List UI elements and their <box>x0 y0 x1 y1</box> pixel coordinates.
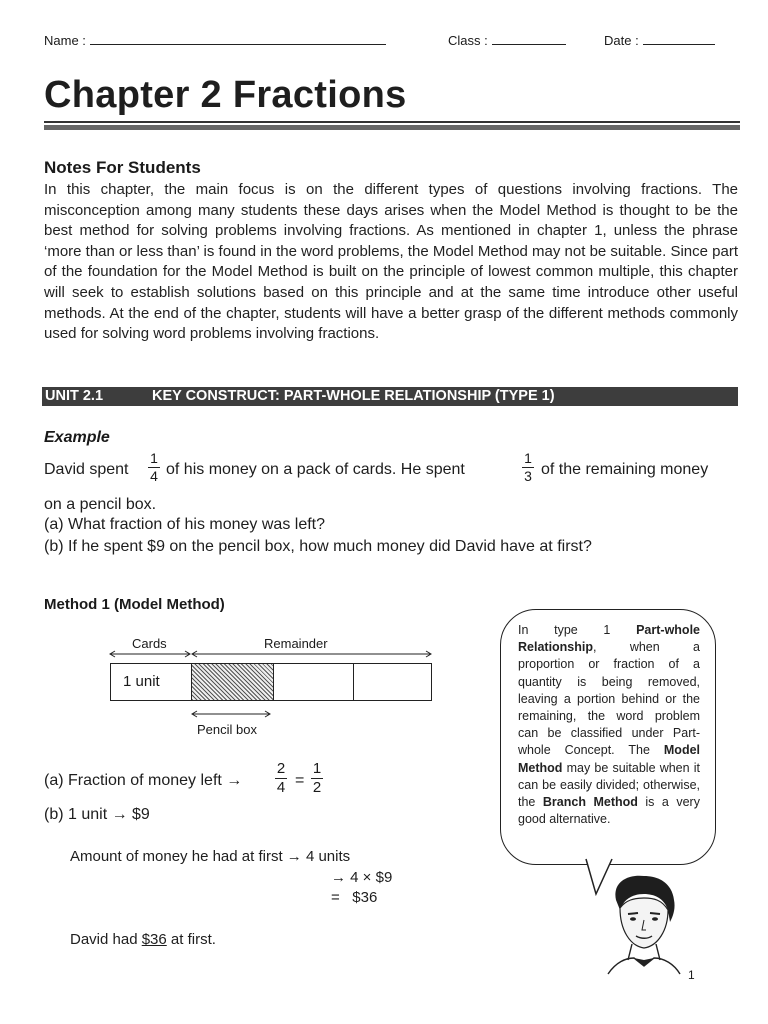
equals-sign: = <box>295 772 305 789</box>
unit-number: UNIT 2.1 <box>45 388 104 404</box>
pencil-box-label: Pencil box <box>197 722 257 737</box>
bubble-bold-3: Branch Method <box>542 795 638 810</box>
title-rule-thin <box>44 121 740 123</box>
fraction-one-third <box>522 451 534 484</box>
fraction-numerator: 1 <box>150 450 158 466</box>
notes-heading: Notes For Students <box>44 158 201 177</box>
date-label: Date : <box>604 33 639 48</box>
example-text-1b: of his money on a pack of cards. He spent <box>166 461 465 478</box>
answer-a-text: (a) Fraction of money left → <box>44 772 243 789</box>
fraction-denominator: 2 <box>312 779 322 796</box>
name-field <box>44 33 386 48</box>
student-illustration <box>598 870 688 980</box>
fraction-numerator: 2 <box>276 760 286 777</box>
answer-b-text: (b) 1 unit → $9 <box>44 806 150 823</box>
fraction-denominator: 4 <box>276 779 286 796</box>
remainder-label: Remainder <box>264 636 328 651</box>
model-bar <box>110 663 432 701</box>
unit-banner <box>42 387 738 406</box>
example-text-1c: of the remaining money <box>541 461 709 478</box>
name-blank <box>90 34 386 45</box>
class-label: Class : <box>448 33 488 48</box>
fraction-denominator: 4 <box>150 468 158 484</box>
bubble-text <box>518 622 700 828</box>
final-answer-suffix: at first. <box>170 931 216 948</box>
example-text-2: on a pencil box. <box>44 496 157 513</box>
class-blank <box>492 34 566 45</box>
fraction-denominator: 3 <box>524 468 532 484</box>
right-eye <box>652 917 658 921</box>
amount-line-1: Amount of money he had at first → 4 units <box>70 848 351 865</box>
final-answer-prefix: David had <box>70 931 138 948</box>
right-eyebrow <box>650 913 660 914</box>
fraction-one-half <box>311 761 323 796</box>
bubble-bold-2: Model Method <box>518 743 700 775</box>
notes-paragraph: In this chapter, the main focus is on the different types of questions involving fractions. The misconception among many students these days arises when the Model Method is thought to be the best method for solving problems involving fractions. As mentioned in chapter 1, unless the phrase ‘more than or less than’ is found in the word problems, the Model Method may not be suitable. Since part of the foundation for the Model Method is built on the principle of lowest common multiple, this chapter will seek to establish solutions based on this principle and at the same time introduce other useful methods. At the end of the chapter, students will have a better grasp of the different methods commonly used for solving word problems involving fractions. <box>44 181 738 343</box>
pencil-box-arrow <box>190 708 274 720</box>
fraction-two-quarters <box>275 761 287 796</box>
amount-line-3: = $36 <box>331 889 378 906</box>
question-b: (b) If he spent $9 on the pencil box, how much money did David have at first? <box>44 538 592 555</box>
fraction-numerator: 1 <box>524 450 532 466</box>
chapter-title: Chapter 2 Fractions <box>44 74 407 116</box>
fraction-one-quarter <box>148 451 160 484</box>
bubble-text-3: may be suitable when it can be easily divided; otherwise, the <box>518 760 700 810</box>
date-field <box>604 33 715 48</box>
remaining-segment <box>273 664 353 700</box>
left-eyebrow <box>628 913 638 914</box>
example-heading: Example <box>44 429 110 446</box>
class-field <box>448 33 566 48</box>
amount-line-2: → 4 × $9 <box>331 869 393 886</box>
title-rule-thick <box>44 125 740 130</box>
bubble-text-1: In type 1 <box>518 623 611 637</box>
final-answer-amount: $36 <box>141 931 167 948</box>
bubble-text-2: , when a proportion or fraction of a quantity is being removed, leaving a portion behind or the remaining, the word problem can be classified under Part-whole Concept. The <box>518 640 700 758</box>
cards-label: Cards <box>132 636 167 651</box>
page-mark: 1 <box>688 968 695 982</box>
pencil-box-segment <box>191 664 273 700</box>
bubble-bold-1: Part-whole Relationship <box>518 623 700 655</box>
face <box>620 898 668 948</box>
remaining-segment <box>353 664 432 700</box>
fraction-numerator: 1 <box>312 760 322 777</box>
unit-title: KEY CONSTRUCT: PART-WHOLE RELATIONSHIP (TYPE 1) <box>152 388 555 404</box>
date-blank <box>643 34 715 45</box>
name-label: Name : <box>44 33 86 48</box>
bubble-text-4: is a very good alternative. <box>518 795 700 827</box>
example-text-1a: David spent <box>44 461 129 478</box>
left-eye <box>630 917 636 921</box>
question-a: (a) What fraction of his money was left? <box>44 516 325 533</box>
shirt-collar <box>634 958 654 966</box>
unit-label: 1 unit <box>123 673 160 690</box>
final-answer <box>70 931 216 948</box>
method1-heading: Method 1 (Model Method) <box>44 596 225 613</box>
